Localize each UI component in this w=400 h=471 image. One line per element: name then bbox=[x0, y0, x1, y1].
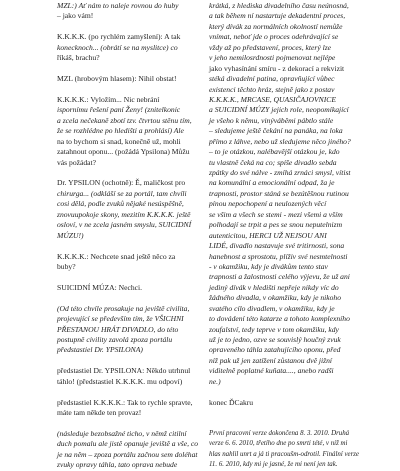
text-line: to dovádení této katarze a tohoto komplexního bbox=[209, 314, 350, 324]
text-line: PŘESTANOU HRÁT DIVADLO, do této bbox=[57, 324, 179, 334]
text-line: na to bychom si snad, konečně už, mohli bbox=[57, 136, 181, 146]
text-line: předstastiel Dr. YPSILONA: Někdo utrhnul bbox=[57, 366, 191, 376]
text-line: K.K.K.K. (po rychlém zamyšlení): A tak bbox=[57, 32, 181, 42]
text-line: pínou nepochopení a neulozených věcí bbox=[209, 199, 327, 209]
text-line: níž pak už jen zatížení zůstanou dvě jižní bbox=[209, 355, 332, 365]
right-column bbox=[209, 1, 359, 471]
paragraph-gap bbox=[57, 293, 200, 303]
text-line: 11. 6. 2010, kdy mi je jasné, že mi není jen tak. bbox=[209, 461, 338, 469]
paragraph-gap bbox=[57, 387, 200, 397]
paragraph-gap bbox=[209, 408, 352, 418]
text-line: svatého cílo divadlem, v okamžiku, kdy je bbox=[209, 303, 335, 313]
text-line: žádného divadla, v okamžiku, kdy je nikoho bbox=[209, 293, 342, 303]
text-line: K.K.K.K.: Nechcete snad ještě něco za bbox=[57, 251, 176, 261]
text-line: vás požádat? bbox=[57, 157, 97, 167]
text-line: na komunální a emocionální odpad, ža je bbox=[209, 178, 335, 188]
text-line: trapnosti, prostor stáná se bezútěšnou rutinou bbox=[209, 188, 349, 198]
text-line: konec ĎCakru bbox=[209, 397, 254, 407]
text-line: jako vyhasínání smíru - z dekorací a rekvizit bbox=[209, 63, 345, 73]
paragraph-gap bbox=[57, 168, 200, 178]
text-line: říkáš, brachu? bbox=[57, 53, 100, 63]
text-line: Dr. YPSILON (ochotně): Ě, maličkost pro bbox=[57, 178, 186, 188]
text-line: máte tam někde ten provaz! bbox=[57, 408, 142, 418]
text-line: tu vlastně čeká na co; spíše divadlo sebda bbox=[209, 157, 337, 167]
text-line: postupně civility zavolá zpoza portálu bbox=[57, 335, 173, 344]
text-line: který dívák za normálních okolností nemůže bbox=[209, 21, 343, 31]
paragraph-gap bbox=[57, 419, 200, 429]
text-line: K.K.K.K., MRCASE, QUASIČAJOVNICE bbox=[209, 94, 336, 104]
text-line: MZL (hrobovým hlasem): Nihil obstat! bbox=[57, 74, 177, 84]
text-line: zoufalství, tedy teprve v tom okamžiku, kdy bbox=[209, 324, 339, 334]
text-line: MÚZU!) bbox=[57, 230, 84, 240]
text-line: (Od této chvíle prosakuje na jeviště civilita, bbox=[57, 303, 190, 313]
text-line: MZL:) Ať nám to naleje rovnou do huby bbox=[57, 1, 179, 10]
text-line: První pracovní verze dokončena 8. 3. 2010. Druhá bbox=[209, 429, 350, 437]
text-line: hlas nahlil unrt a já ti pracoušm-odrotil. Finální verze bbox=[209, 450, 359, 458]
text-line: zatahnout oponu... (požádá Ypsilona) Můžu bbox=[57, 147, 190, 157]
text-line: v jeho nemilosrdnosti pojmenovat nejlépe bbox=[209, 53, 336, 63]
text-line: polhodají se trpit a pes se snou neputelnizm bbox=[209, 220, 343, 230]
text-line: opraveného táhla zatahujícího oponu, před bbox=[209, 345, 341, 355]
text-line: stéká divadelní patina, opravňující vůbec bbox=[209, 74, 335, 84]
text-line: a SUICIDNÍ MÚZY jejich role, neopomíkající bbox=[209, 105, 349, 115]
text-line: trapnosti a žalostnosti celého výjevu, že už ani bbox=[209, 272, 350, 282]
text-line: konecknoch... (obrátí se na myslitce) co bbox=[57, 42, 178, 52]
text-line: – sledujeme ještě čekání na panáka, na loka bbox=[209, 126, 343, 136]
text-line: předstastiel Dr. YPSILONA) bbox=[57, 345, 143, 355]
text-line: krátká, z hlediska divadelního času neúnosná, bbox=[209, 1, 349, 10]
paragraph-gap bbox=[57, 272, 200, 282]
text-line: osloví, v ne zcela jasném smyslu, SUICIDNÍ bbox=[57, 220, 192, 230]
paragraph-gap bbox=[57, 356, 200, 366]
text-line: duch pomalu ale jistě opanuje jeviště a vše, co bbox=[57, 439, 199, 449]
text-line: už je to jedno, ozve se souvislý houčný zvuk bbox=[209, 335, 341, 344]
text-line: LIDÉ, divadlo nastavuje své tritirnosti, sona bbox=[209, 241, 345, 251]
paragraph-gap bbox=[57, 85, 200, 95]
text-line: chirurga... (odkláší se za portál, tam chvíli bbox=[57, 188, 187, 198]
text-line: verze 6. 6. 2010, třetího dne po smrti tété, v níž mi bbox=[209, 440, 348, 448]
text-line: je na něm – zpoza portálu začnou sem doléhat bbox=[57, 449, 198, 459]
paragraph-gap bbox=[209, 419, 352, 429]
text-line: vždy až po představení, proces, který lze bbox=[209, 42, 332, 52]
text-line: SUICIDNÍ MÚZA: Nechci. bbox=[57, 282, 142, 292]
text-line: a tak během ní nastartuje dekadentní proces, bbox=[209, 11, 346, 21]
paragraph-gap bbox=[57, 241, 200, 251]
text-line: existenci těchto hráz, stejně jako z postav bbox=[209, 84, 335, 94]
paragraph-gap bbox=[209, 387, 352, 397]
text-line: – to je otázkou, nalébavější otázkou je, kdo bbox=[209, 147, 340, 157]
paragraph-gap bbox=[57, 22, 200, 32]
text-line: zpátky do své nálve - zmíhá zrnáci smysl, vítist bbox=[209, 168, 351, 177]
text-line: autenticitou, HERCI UŽ NEJSOU ANI bbox=[209, 230, 327, 240]
text-line: se všim a všech se stemi - mezi všemi a vším bbox=[209, 209, 343, 219]
left-column bbox=[57, 1, 200, 471]
text-line: ne.) bbox=[209, 376, 221, 386]
text-line: viditelně poplatné kuňata...., anebo radši bbox=[209, 366, 334, 376]
text-line: přímo z láhve, nebo už sledujeme něco jiného? bbox=[209, 136, 351, 146]
text-line: je všeho k němu, vinýváběmi pábtlo stále bbox=[209, 115, 334, 125]
text-line: táhlo! (předstastiel K.K.K.K. mu odpoví) bbox=[57, 376, 183, 386]
text-line: hanebnost a sprostotu, plíživ své nesmtelnosti bbox=[209, 251, 348, 261]
text-line: jediný dívák v hledišti nepřeje nikdy víc do bbox=[209, 282, 339, 292]
text-line: že se rozhlédne po hledišti a prohlásí) Ale bbox=[57, 126, 184, 136]
text-line: projevující se především tím, že VŠICHNI bbox=[57, 314, 184, 324]
text-line: – jako vám! bbox=[57, 11, 94, 21]
text-line: předstastiel K.K.K.K.: Tak to rychle spravte, bbox=[57, 397, 193, 407]
paragraph-gap bbox=[57, 64, 200, 74]
text-line: - v okamžiku, kdy je divákům tento stav bbox=[209, 261, 328, 271]
text-line: zvuky opravy táhla, tato oprava nebude bbox=[57, 460, 178, 470]
text-line: ispornímu řešení paní Ženy! (znitelkonic bbox=[57, 105, 181, 115]
text-line: znovuupokoje skony, mezitím K.K.K.K. ještě bbox=[57, 209, 191, 219]
text-line: vnímat, neboť jde o proces odehrávající se bbox=[209, 32, 339, 42]
text-line: K.K.K.K.: Vyložím... Nic nebrání bbox=[57, 94, 160, 104]
text-line: cosi dělá, podle zvuků nějaké nesúspěšně, bbox=[57, 199, 184, 209]
text-line: buby? bbox=[57, 261, 76, 271]
text-line: a zcela nečekaně zbotí tzv. čtvrtou stěnu tím, bbox=[57, 115, 192, 125]
text-line: (následuje bezobsažné ticho, v němž citilní bbox=[57, 428, 187, 438]
